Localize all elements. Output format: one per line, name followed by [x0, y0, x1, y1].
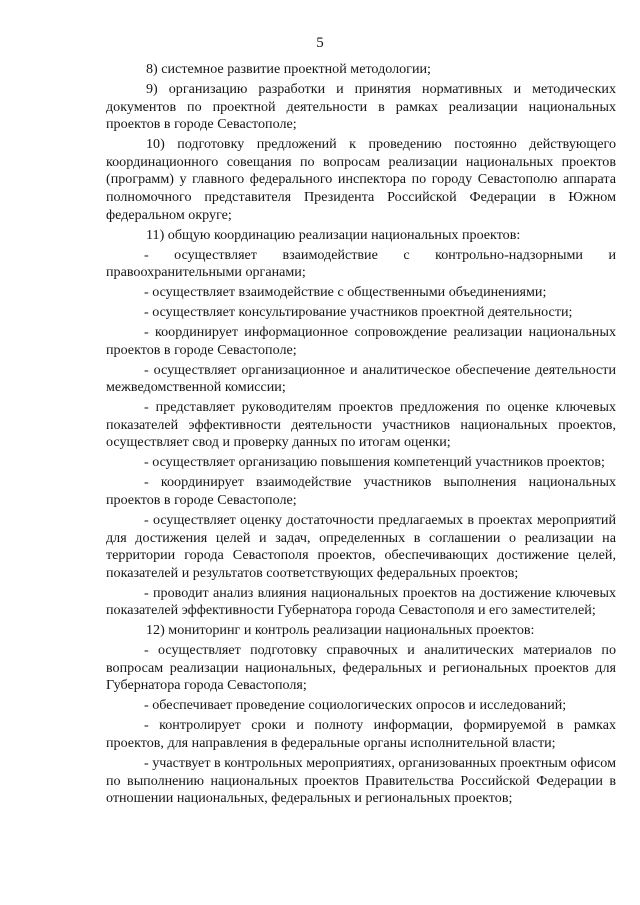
sub-item-paragraph: - обеспечивает проведение социологических опросов и исследований; — [144, 697, 567, 714]
list-item-paragraph: 10) подготовку предложений к проведению постоянно действующего координационного совещания по вопросам реализации национальных проектов (программ) у главного федерального инспектора по городу Севастополю аппарата полномочного представителя Президента Российской Федерации в Южном федеральном округе; — [106, 136, 616, 223]
sub-item-paragraph: - представляет руководителям проектов предложения по оценке ключевых показателей эффективности деятельности участников национальных проектов, осуществляет свод и проверку данных по итогам оценки; — [106, 399, 616, 451]
sub-item-paragraph: - координирует взаимодействие участников выполнения национальных проектов в городе Севастополе; — [106, 474, 616, 508]
sub-item-paragraph: - осуществляет подготовку справочных и аналитических материалов по вопросам реализации национальных, федеральных и региональных проектов для Губернатора города Севастополя; — [106, 642, 616, 694]
sub-item-paragraph: - осуществляет взаимодействие с общественными объединениями; — [144, 284, 547, 301]
sub-item-paragraph: - осуществляет организационное и аналитическое обеспечение деятельности межведомственной комиссии; — [106, 361, 616, 396]
list-item-paragraph: 12) мониторинг и контроль реализации национальных проектов: — [146, 622, 535, 639]
document-body — [106, 61, 616, 810]
sub-item-paragraph: - контролирует сроки и полноту информации, формируемой в рамках проектов, для направления в федеральные органы исполнительной власти; — [106, 717, 616, 752]
sub-item-paragraph: - осуществляет консультирование участников проектной деятельности; — [144, 304, 573, 321]
sub-item-paragraph: - проводит анализ влияния национальных проектов на достижение ключевых показателей эффективности Губернатора города Севастополя и его заместителей; — [106, 584, 616, 619]
sub-item-paragraph: - осуществляет организацию повышения компетенций участников проектов; — [144, 454, 605, 471]
list-item-paragraph: 11) общую координацию реализации национальных проектов: — [146, 226, 521, 243]
sub-item-paragraph: - осуществляет взаимодействие с контрольно-надзорными и правоохранительными органами; — [106, 246, 616, 281]
sub-item-paragraph: - координирует информационное сопровождение реализации национальных проектов в городе Севастополе; — [106, 324, 616, 358]
sub-item-paragraph: - осуществляет оценку достаточности предлагаемых в проектах мероприятий для достижения целей и задач, определенных в соглашении о реализации на территории города Севастополя проектов, обеспечивающих достижение целей, показателей и результатов соответствующих федеральных проектов; — [106, 511, 616, 581]
sub-item-paragraph: - участвует в контрольных мероприятиях, организованных проектным офисом по выполнению национальных проектов Правительства Российской Федерации в отношении национальных, федеральных и региональных проектов; — [106, 755, 616, 807]
list-item-paragraph: 8) системное развитие проектной методологии; — [146, 61, 431, 77]
list-item-paragraph: 9) организацию разработки и принятия нормативных и методических документов по проектной деятельности в рамках реализации национальных проектов в городе Севастополе; — [106, 80, 616, 133]
page-number: 5 — [316, 35, 324, 51]
